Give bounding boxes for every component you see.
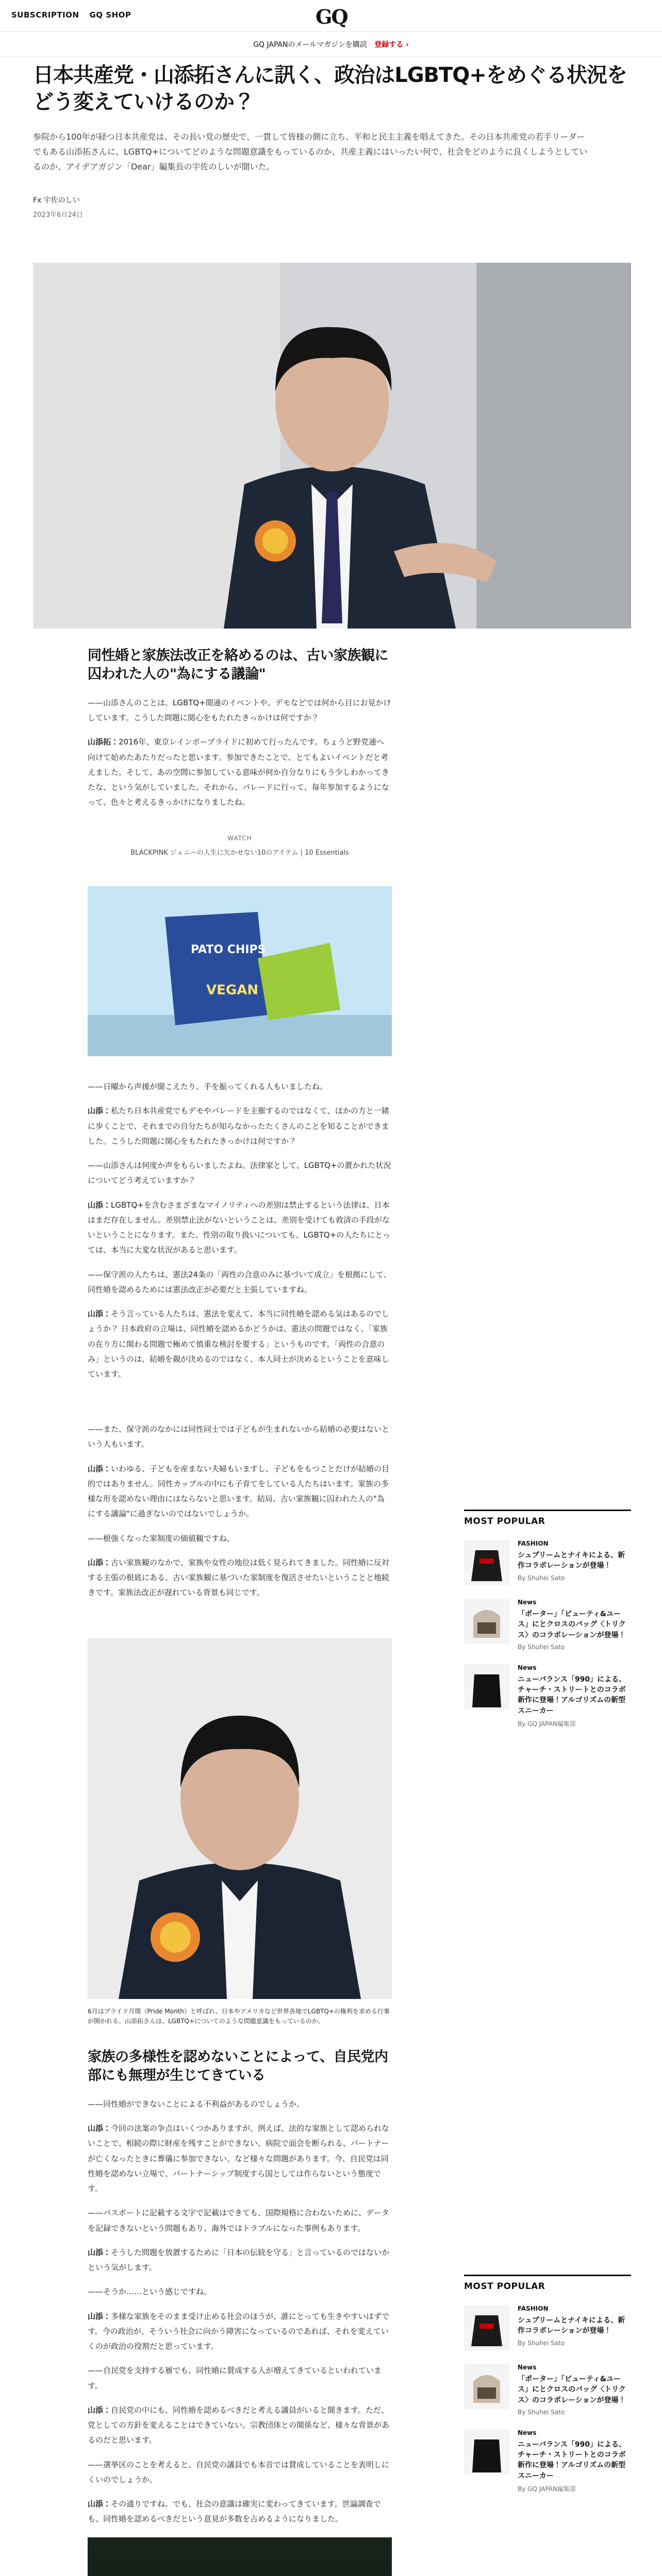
watch-block (88, 835, 392, 857)
photo-caption: 6月はプライド月間（Pride Month）と呼ばれ、日本やアメリカなど世界各地でLGBTQ+の権利を求める行事が開かれる。山添拓さんは、LGBTQ+についてのような問題意識をもっているのか。 (88, 2008, 390, 2025)
svg-text:VEGAN: VEGAN (206, 982, 259, 998)
gallery-card[interactable] (88, 2537, 392, 2576)
most-popular-sidebar (464, 2275, 631, 2493)
most-popular-sidebar (464, 1510, 631, 1728)
paragraph: ——パスポートに記載する文字で記載はできても、国際規格に合わないために、データを記録できないという問題もあり、海外ではトラブルになった事例もあります。 (88, 2208, 390, 2233)
article-header (33, 62, 631, 219)
paragraph: 山添：その通りですね。でも、社会の意識は確実に変わってきています。世論調査でも、同性婚を認めるべきだという意見が多数を占めるようになりました。 (88, 2499, 381, 2524)
item-byline: By Shuhei Sato (518, 1643, 565, 1651)
product-thumbnail (464, 2364, 509, 2409)
item-title[interactable]: シュプリームとナイキによる、新作コラボレーションが登場！ (518, 1551, 625, 1570)
byline: Fx 宇佐のしい (33, 196, 80, 205)
section-1-heading: 同性婚と家族法改正を絡めるのは、古い家族観に囚われた人の"為にする議論" (88, 648, 388, 683)
product-thumbnail (464, 2429, 509, 2475)
hero-portrait (33, 263, 631, 629)
video-player[interactable] (88, 886, 392, 1056)
section-2 (88, 2048, 392, 2527)
paragraph: ——日曜から声援が聞こえたり、手を振ってくれる人もいましたね。 (88, 1082, 328, 1091)
paragraph: 山添：私たち日本共産党でもデモやパレードを主催するのではなくて、ほかの方と一緒に歩くことで、それまでの自分たちが知らなかったたくさんのことを知ることができました。こうした問題に関心をもたれたきっかけは何ですか？ (88, 1106, 389, 1146)
item-byline: By GQ JAPAN編集部 (518, 2485, 576, 2493)
item-category: News (518, 2429, 537, 2436)
most-popular-title: MOST POPULAR (464, 1510, 631, 1527)
paragraph: 山添拓：2016年、東京レインボープライドに初めて行ったんです。ちょうど野党連へ向けて始めたあたりだったと思います。参加できたことで、とてもよいイベントだと考えました。そして、あの空間に参加している意味が何か自分なりにもう少しわかってきたな、という気がしていました。それから、パレードに行って、毎年参加するようになって、色々と考えるきっかけになりましたね。 (88, 737, 389, 807)
paragraph: 山添：いわゆる、子どもを産まない夫婦もいますし、子どもをもつことだけが結婚の目的ではありません。同性カップルの中にも子育てをしている人たちはいます。家族の多様な形を認めない理由にはならないと思います。結局、古い家族観に囚われた人の"為にする議論"に過ぎないのではないでしょうか。 (88, 1464, 390, 1519)
popular-item[interactable] (464, 1664, 631, 1728)
item-byline: By Shuhei Sato (518, 2408, 565, 2416)
top-nav-links (11, 10, 131, 20)
paragraph: 山添：古い家族観のなかで、家族や女性の地位は低く見られてきました。同性婚に反対する主張の根底にある、古い家族観に基づいた家制度を復活させたいということと地続きです。家族法改正が遅れている背景も同じです。 (88, 1557, 390, 1598)
section-1b (88, 1079, 392, 1382)
section-1c (88, 1422, 392, 1601)
paragraph: 山添：多様な家族をそのまま受け止める社会のほうが、誰にとっても生きやすいはずです。今の政治が、そういう社会に向かう障害になっているのであれば、それを変えていくのが政治の役割だと思っています。 (88, 2311, 390, 2351)
popular-item[interactable] (464, 2364, 631, 2416)
popular-item[interactable] (464, 2305, 631, 2350)
item-title[interactable]: ニューバランス「990」による、チャーチ・ストリートとのコラボ新作に登場！アルゴリズムの新型スニーカー (518, 2440, 626, 2480)
svg-text:PATO CHIPS: PATO CHIPS (191, 943, 266, 956)
paragraph: ——そうか……という感じですね。 (88, 2287, 212, 2297)
most-popular-title: MOST POPULAR (464, 2275, 631, 2292)
item-category: News (518, 2364, 537, 2371)
item-title[interactable]: 「ポーター」「ビューティ&ユース」にとクロスのバッグ〈トリクス〉のコラボレーションが登場！ (518, 2375, 626, 2404)
item-category: News (518, 1599, 537, 1606)
paragraph: ——また、保守派のなかには同性同士では子どもが生まれないから結婚の必要はないという人もいます。 (88, 1425, 390, 1449)
item-category: FASHION (518, 2305, 549, 2312)
section-1 (88, 647, 392, 810)
paragraph: 山添：LGBTQ+を含むさまざまなマイノリティへの差別は禁止するという法律は、日本はまだ存在しません。差別禁止法がないということは、差別を受けても救済の手段がないということになります。また、性別の取り扱いについても、LGBTQ+の人たちにとっては、本当に大変な状況があると思います。 (88, 1200, 391, 1255)
gq-shop-link[interactable]: GQ SHOP (89, 10, 131, 20)
paragraph: 山添：そう言っている人たちは、憲法を変えて、本当に同性婚を認める気はあるのでしょうか？ 日本政府の立場は、同性婚を認めるかどうかは、憲法の問題ではなく、「家族の在り方に関わる問題で極めて慎重な検討を要する」というものです。「両性の合意のみ」というのは、結婚を親が決めるのではなく、本人同士が決めるということを意味しています。 (88, 1309, 389, 1379)
video-thumbnail (88, 886, 392, 1056)
popular-item[interactable] (464, 2429, 631, 2493)
product-thumbnail (464, 1540, 509, 1585)
item-byline: By Shuhei Sato (518, 1574, 565, 1582)
article-title: 日本共産党・山添拓さんに訊く、政治はLGBTQ+をめぐる状況をどう変えていけるのか？ (33, 63, 627, 114)
popular-item[interactable] (464, 1540, 631, 1585)
item-category: News (518, 1664, 537, 1671)
paragraph: ——自民党を支持する層でも、同性婚に賛成する人が増えてきているといわれています。 (88, 2366, 382, 2391)
product-thumbnail (464, 2305, 509, 2350)
portrait-image (88, 1638, 392, 1999)
hero-image (33, 263, 631, 629)
article-lede: 参院から100年が経つ日本共産党は、その長い党の歴史で、一貫して皆様の側に立ち、平和と民主主義を唱えてきた。その日本共産党の若手リーダーでもある山添拓さんに、LGBTQ+についてどのような問題意識をもっているのか、共産主義にはいったい何で、社会をどのように良くしようとしているのか、アイデアガジン「Dear」編集長の宇佐のしいが聞いた。 (33, 132, 588, 172)
paragraph: ——山添さんは何度か声をもらいましたよね。法律家として、LGBTQ+の置かれた状況についてどう考えていますか？ (88, 1161, 391, 1185)
newsletter-promo (0, 32, 662, 57)
newsletter-text[interactable]: GQ JAPANのメールマガジンを購読 (253, 41, 367, 49)
paragraph: ——山添さんのことは、LGBTQ+関連のイベントや、デモなどでは何から目にお見かけしています。こうした問題に関心をもたれたきっかけは何ですか？ (88, 698, 391, 723)
publish-date: 2023年6月24日 (33, 211, 83, 219)
item-title[interactable]: シュプリームとナイキによる、新作コラボレーションが登場！ (518, 2316, 625, 2335)
paragraph: ——根強くなった家制度の価値観ですね。 (88, 1533, 235, 1543)
product-thumbnail (464, 1599, 509, 1644)
item-category: FASHION (518, 1540, 549, 1547)
paragraph: 山添：そうした問題を放置するために「日本の伝統を守る」と言っているのではないかという気がします。 (88, 2247, 390, 2273)
paragraph: ——同性婚ができないことによる不利益があるのでしょうか。 (88, 2099, 305, 2109)
subscription-link[interactable]: SUBSCRIPTION (11, 10, 79, 20)
paragraph: ——選挙区のことを考えると、自民党の議員でも本音では賛成していることを表明しにくいのでしょうか。 (88, 2460, 390, 2484)
newsletter-cta-link[interactable]: 登録する › (374, 41, 409, 49)
watch-title-link[interactable]: BLACKPINK ジェニーの人生に欠かせない10のアイテム | 10 Essentials (130, 849, 349, 857)
section-2-heading: 家族の多様性を認めないことによって、自民党内部にも無理が生じてきている (88, 2049, 388, 2084)
interview-photo (88, 1638, 392, 1999)
product-thumbnail (464, 1664, 509, 1709)
paragraph: 山添：自民党の中にも、同性婚を認めるべきだと考える議員がいると聞きます。ただ、党としての方針を変えることはできていない。宗教団体との関係など、様々な背景があるのだと思います。 (88, 2405, 390, 2445)
item-title[interactable]: ニューバランス「990」による、チャーチ・ストリートとのコラボ新作に登場！アルゴリズムの新型スニーカー (518, 1675, 626, 1715)
popular-item[interactable] (464, 1599, 631, 1651)
paragraph: ——保守派の人たちは、憲法24条の「両性の合意のみに基づいて成立」を根拠にして、同性婚を認めるためには憲法改正が必要だと主張していますね。 (88, 1269, 391, 1294)
item-title[interactable]: 「ポーター」「ビューティ&ユース」にとクロスのバッグ〈トリクス〉のコラボレーションが登場！ (518, 1610, 626, 1639)
paragraph: 山添：今回の法案の争点はいくつかありますが、例えば、法的な家族として認められないことで、相続の際に財産を残すことができない、病院で面会を断られる、パートナーが亡くなったときに葬儀に参加できない、など様々な問題があります。今、自民党は同性婚を認めない立場で、パートナーシップ制度すら国としては作らないという態度です。 (88, 2124, 390, 2194)
gq-logo[interactable]: GQ (316, 5, 347, 28)
item-byline: By Shuhei Sato (518, 2339, 565, 2347)
top-nav (0, 0, 662, 32)
watch-label: WATCH (227, 835, 252, 842)
item-byline: By GQ JAPAN編集部 (518, 1720, 576, 1728)
